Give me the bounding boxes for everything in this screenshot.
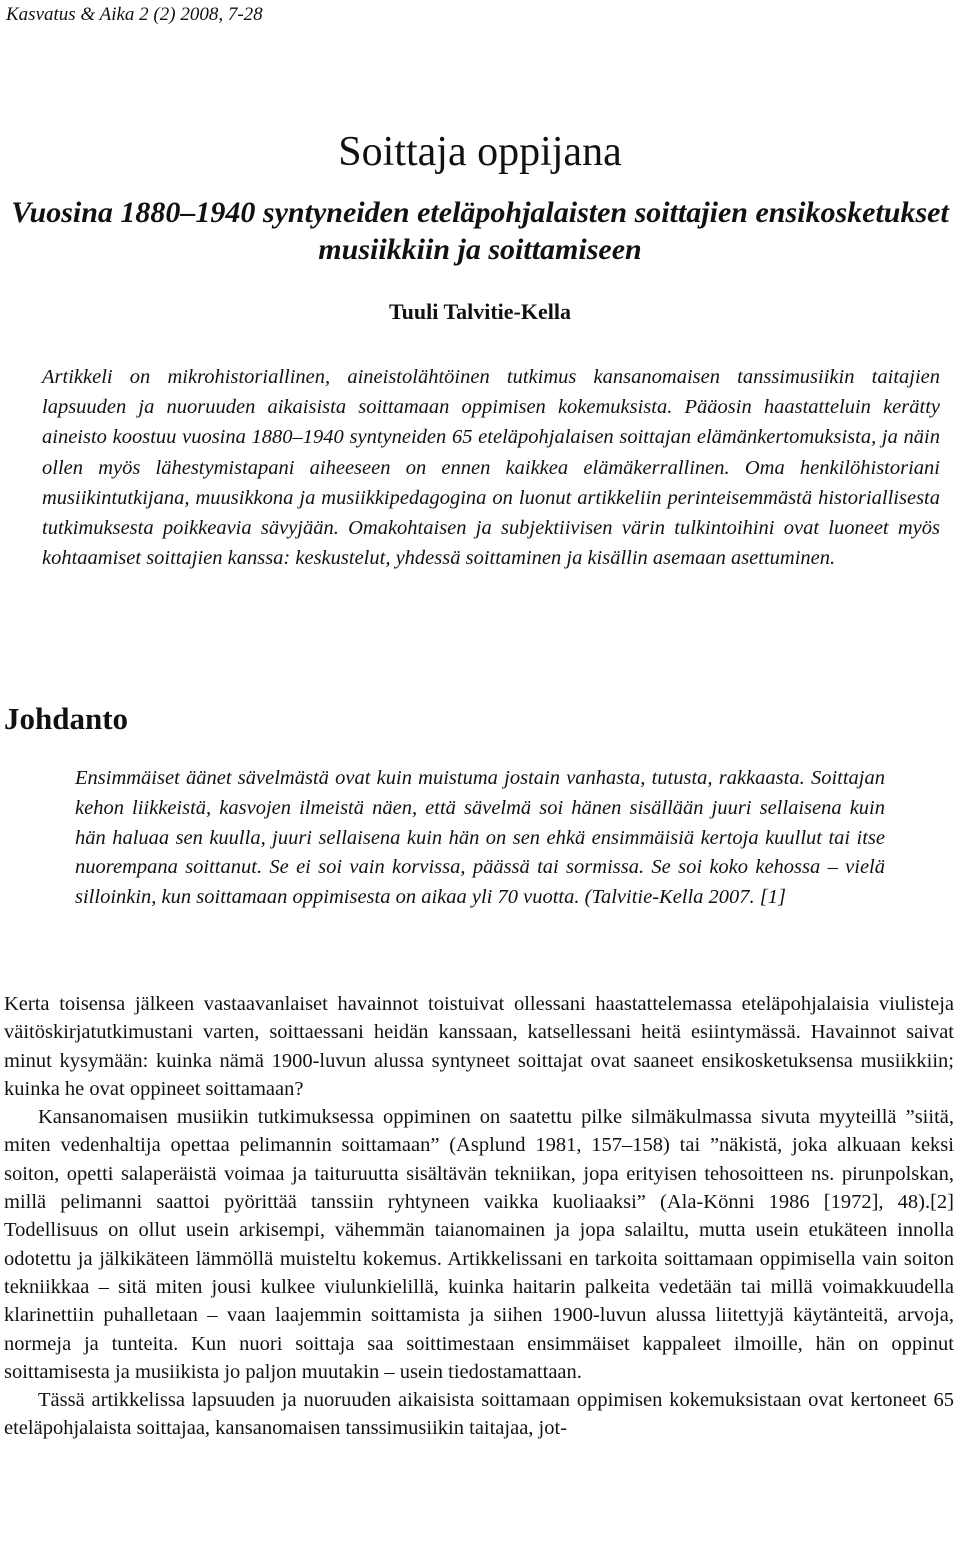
article-title: Soittaja oppijana — [338, 129, 622, 175]
paragraph-2: Kansanomaisen musiikin tutkimuksessa oppiminen on saatettu pilke silmäkulmassa sivuta myyteillä ”siitä, miten vedenhaltija opettaa pelimannin soittamaan” (Asplund 1981, 157–158) tai ”näkistä, joka alkuaan keksi soiton, opetti salaperäistä voimaa ja taituruutta sisältävän tekniikan, jopa erityisen tehosoitteen ns. pirunpolskan, millä pelimanni saattoi pyörittää tanssiin ryhtyneen vaikka kuoliaaksi” (Ala-Könni 1986 [1972], 48).[2] Todellisuus on ollut usein arkisempi, vähemmän taianomainen ja jopa salailtu, mutta usein etukäteen innolla odotettu ja jälkikäteen lämmöllä muisteltu kokemus. Artikkelissani en tarkoita soittamaan oppimisella vain soiton tekniikkaa – sitä miten jousi kulkee viulunkielillä, kuinka haitarin palkeita vedetään tai millä voimakkuudella klarinettiin puhalletaan – vaan laajemmin soittamista ja siihen 1900-luvun alussa liitettyjä käytänteitä, arvoja, normeja ja tunteita. Kun nuori soittaja saa soittimestaan ensimmäiset kappaleet ilmoille, hän on oppinut soittamisesta ja musiikista jo paljon muutakin – usein tiedostamattaan. — [4, 1106, 954, 1383]
body-text — [4, 990, 954, 1443]
abstract: Artikkeli on mikrohistoriallinen, aineistolähtöinen tutkimus kansanomaisen tanssimusiikin taitajien lapsuuden ja nuoruuden aikaisista soittamaan oppimisen kokemuksista. Pääosin haastatteluin kerätty aineisto koostuu vuosina 1880–1940 syntyneiden 65 eteläpohjalaisen soittajan elämänkertomuksista, ja näin ollen myös lähestymistapani aiheeseen on ennen kaikkea elämäkerrallinen. Oma henkilöhistoriani musiikintutkijana, muusikkona ja musiikkipedagogina on luonut artikkeliin perinteisemmästä historiallisesta tutkimuksesta poikkeavia sävyjään. Omakohtaisen ja subjektiivisen värin tulkintoihini ovat luoneet myös kohtaamiset soittajien kanssa: keskustelut, yhdessä soittaminen ja kisällin asemaan asettuminen. — [42, 366, 940, 570]
block-quote: Ensimmäiset äänet sävelmästä ovat kuin muistuma jostain vanhasta, tutusta, rakkaasta. Soittajan kehon liikkeistä, kasvojen ilmeistä näen, että sävelmä soi hänen sisällään juuri sellaisena kuin hän haluaa sen kuulla, juuri sellaisena kuin hän on sen ehkä ensimmäisiä kertoja kuullut tai itse nuorempana soittanut. Se ei soi vain korvissa, päässä tai sormissa. Se soi koko kehossa – vielä silloinkin, kun soittamaan oppimisesta on aikaa yli 70 vuotta. (Talvitie-Kella 2007. [1] — [75, 767, 885, 909]
paragraph-1: Kerta toisensa jälkeen vastaavanlaiset havainnot toistuivat ollessani haastattelemassa eteläpohjalaisia viulisteja väitöskirjatutkimustani varten, soittaessani heidän kanssaan, katsellessani heitä esiintymässä. Havainnot saivat minut kysymään: kuinka nämä 1900-luvun alussa syntyneet soittajat ovat saaneet ensikosketuksensa musiikkiin; kuinka he ovat oppineet soittamaan? — [4, 993, 954, 1100]
section-heading: Johdanto — [4, 701, 129, 736]
author-name: Tuuli Talvitie-Kella — [389, 299, 571, 324]
subtitle-text: Vuosina 1880–1940 syntyneiden eteläpohjalaisten soittajien ensikosketukset musiikkiin ja soittamiseen — [11, 196, 949, 266]
running-head: Kasvatus & Aika 2 (2) 2008, 7-28 — [6, 4, 263, 25]
paragraph-3: Tässä artikkelissa lapsuuden ja nuoruuden aikaisista soittamaan oppimisen kokemuksistaan ovat kertoneet 65 eteläpohjalaista soittajaa, kansanomaisen tanssimusiikin taitajaa, jot- — [4, 1389, 954, 1440]
article-subtitle — [0, 194, 960, 268]
